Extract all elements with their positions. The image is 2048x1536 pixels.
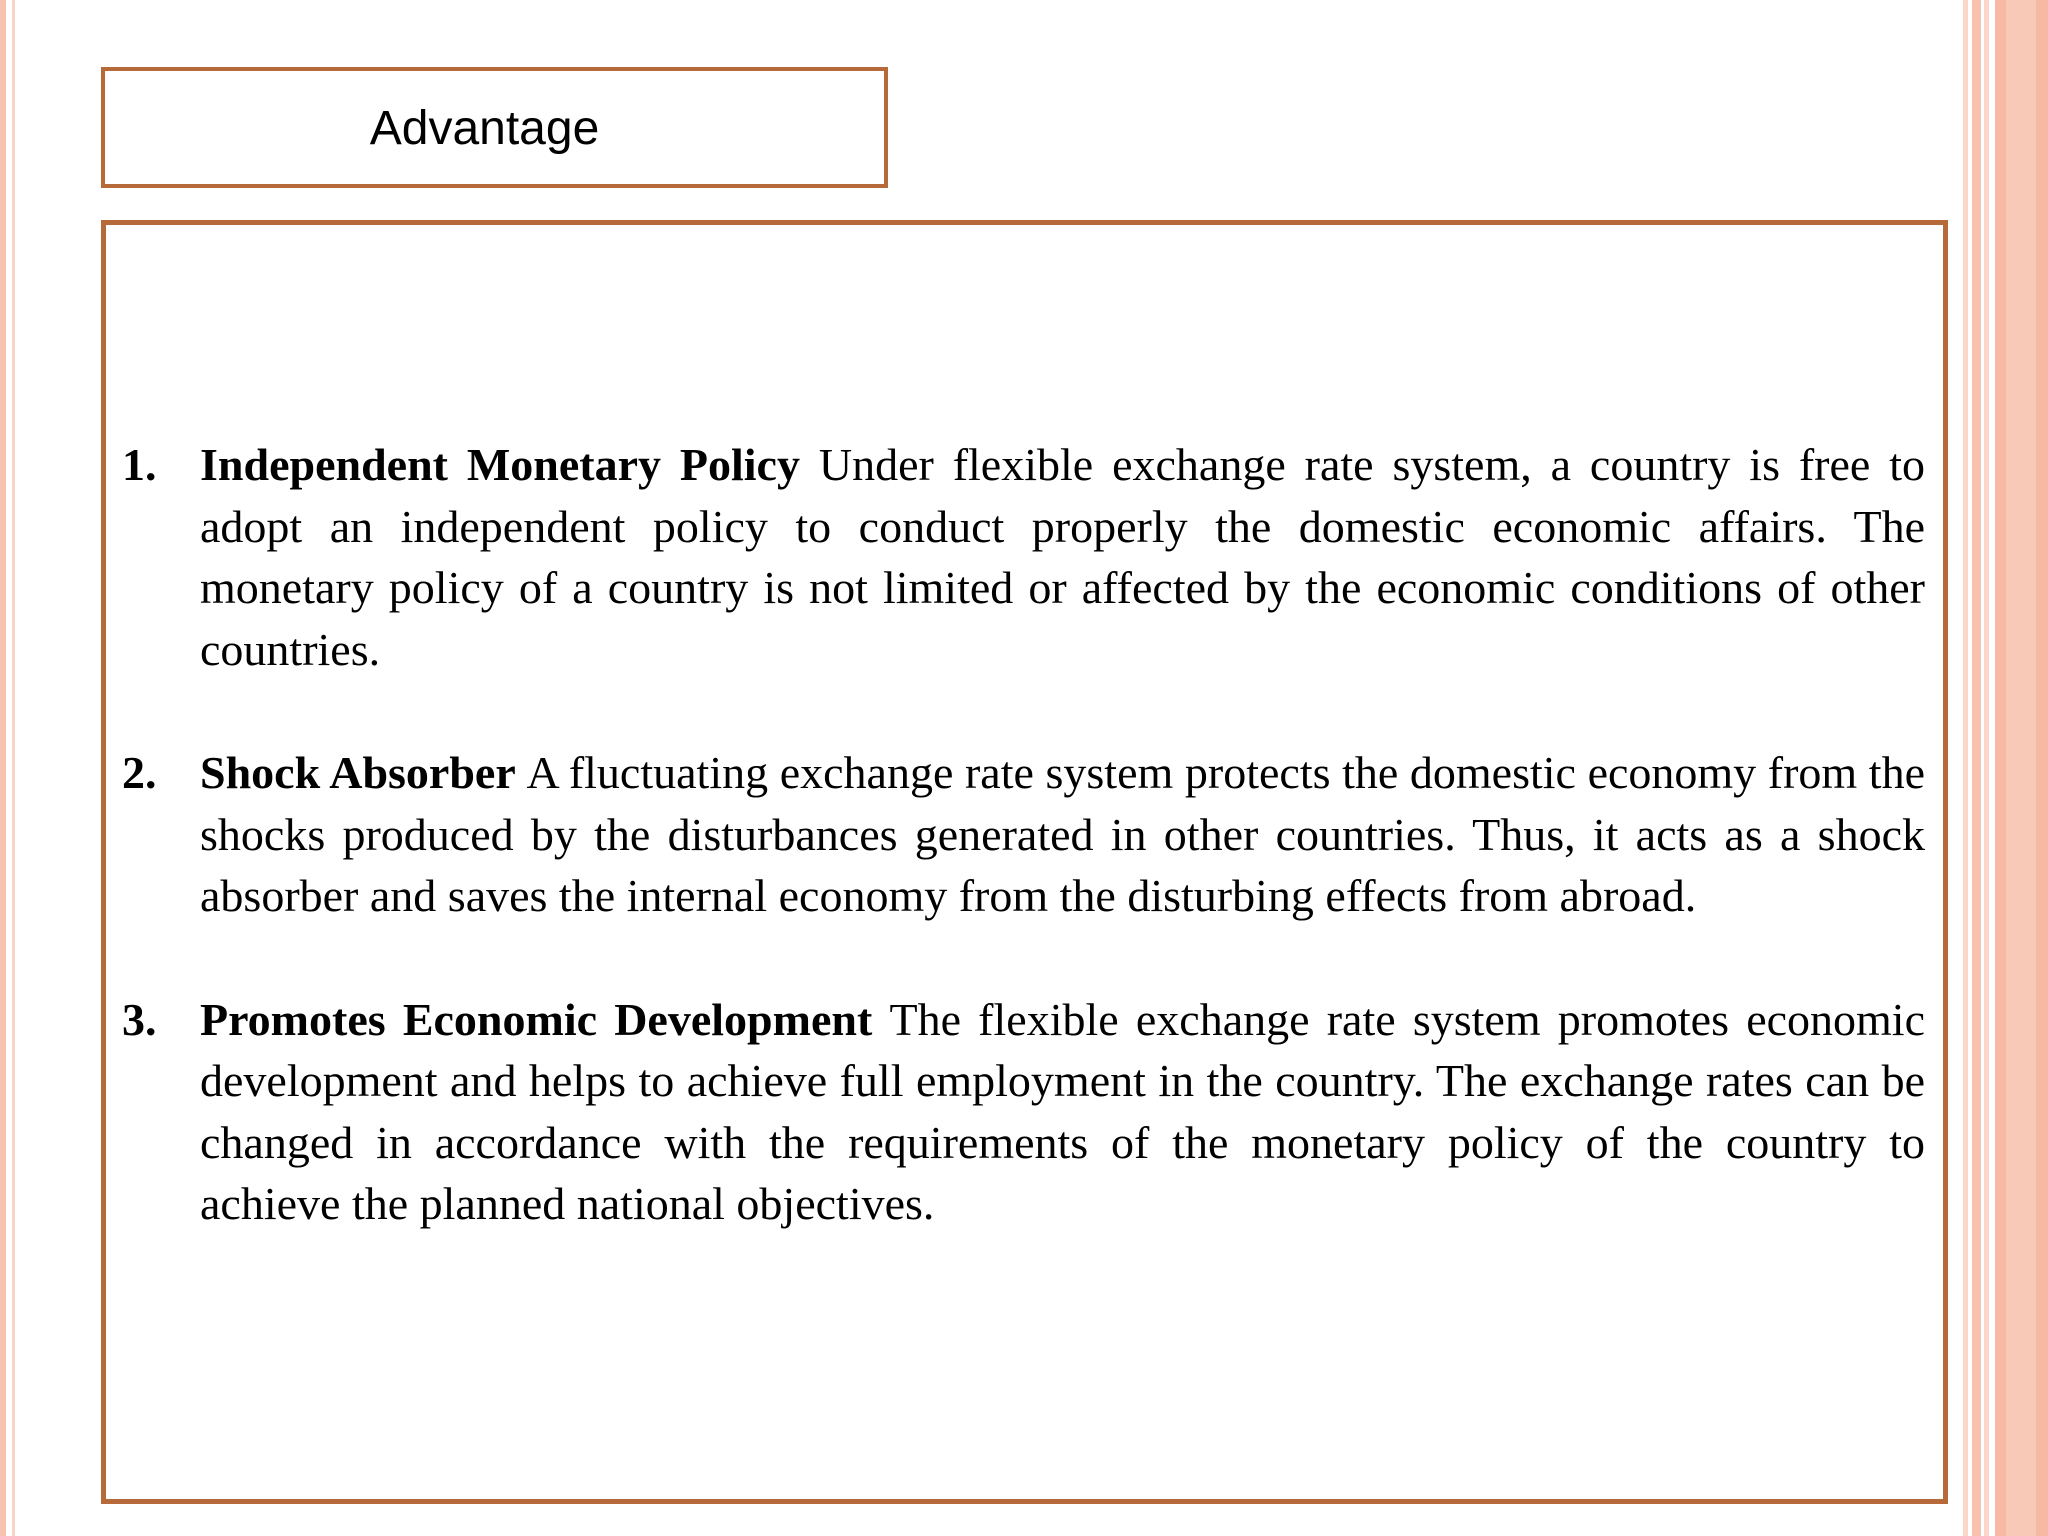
- item-term: Promotes Economic Development: [200, 993, 890, 1045]
- list-item: [122, 742, 1925, 927]
- slide-title-box: [101, 67, 888, 188]
- item-text: Under flexible exchange rate system, a country is free to adopt an independent policy to conduct properly the domestic economic affairs. The monetary policy of a country is not limited or affected by the economic conditions of other countries.: [200, 439, 1925, 675]
- item-text: A fluctuating exchange rate system protects the domestic economy from the shocks produced by the disturbances generated in other countries. Thus, it acts as a shock absorber and saves the internal economy from the disturbing effects from abroad.: [200, 747, 1926, 921]
- right-decor-stripe-1: [1963, 0, 1968, 1536]
- right-decor-stripe-5: [2006, 0, 2036, 1536]
- left-decor-stripe-thin: [12, 0, 15, 1536]
- item-term: Shock Absorber: [200, 747, 527, 798]
- right-decor-stripe-3: [1984, 0, 1989, 1536]
- advantage-list: [122, 434, 1925, 1297]
- list-item: [122, 989, 1925, 1235]
- item-number: 2.: [122, 747, 157, 798]
- item-text: The flexible exchange rate system promotes economic development and helps to achieve full employment in the country. The exchange rates can be changed in accordance with the requirements of the monetary policy of the country to achieve the planned national objectives.: [200, 993, 1926, 1229]
- list-item: [122, 434, 1925, 680]
- item-term: Independent Monetary Policy: [200, 439, 819, 490]
- right-decor-stripe-2: [1972, 0, 1981, 1536]
- item-number: 3.: [122, 993, 157, 1045]
- left-decor-stripe: [0, 0, 6, 1536]
- slide-title: Advantage: [369, 102, 600, 155]
- item-number: 1.: [122, 439, 157, 490]
